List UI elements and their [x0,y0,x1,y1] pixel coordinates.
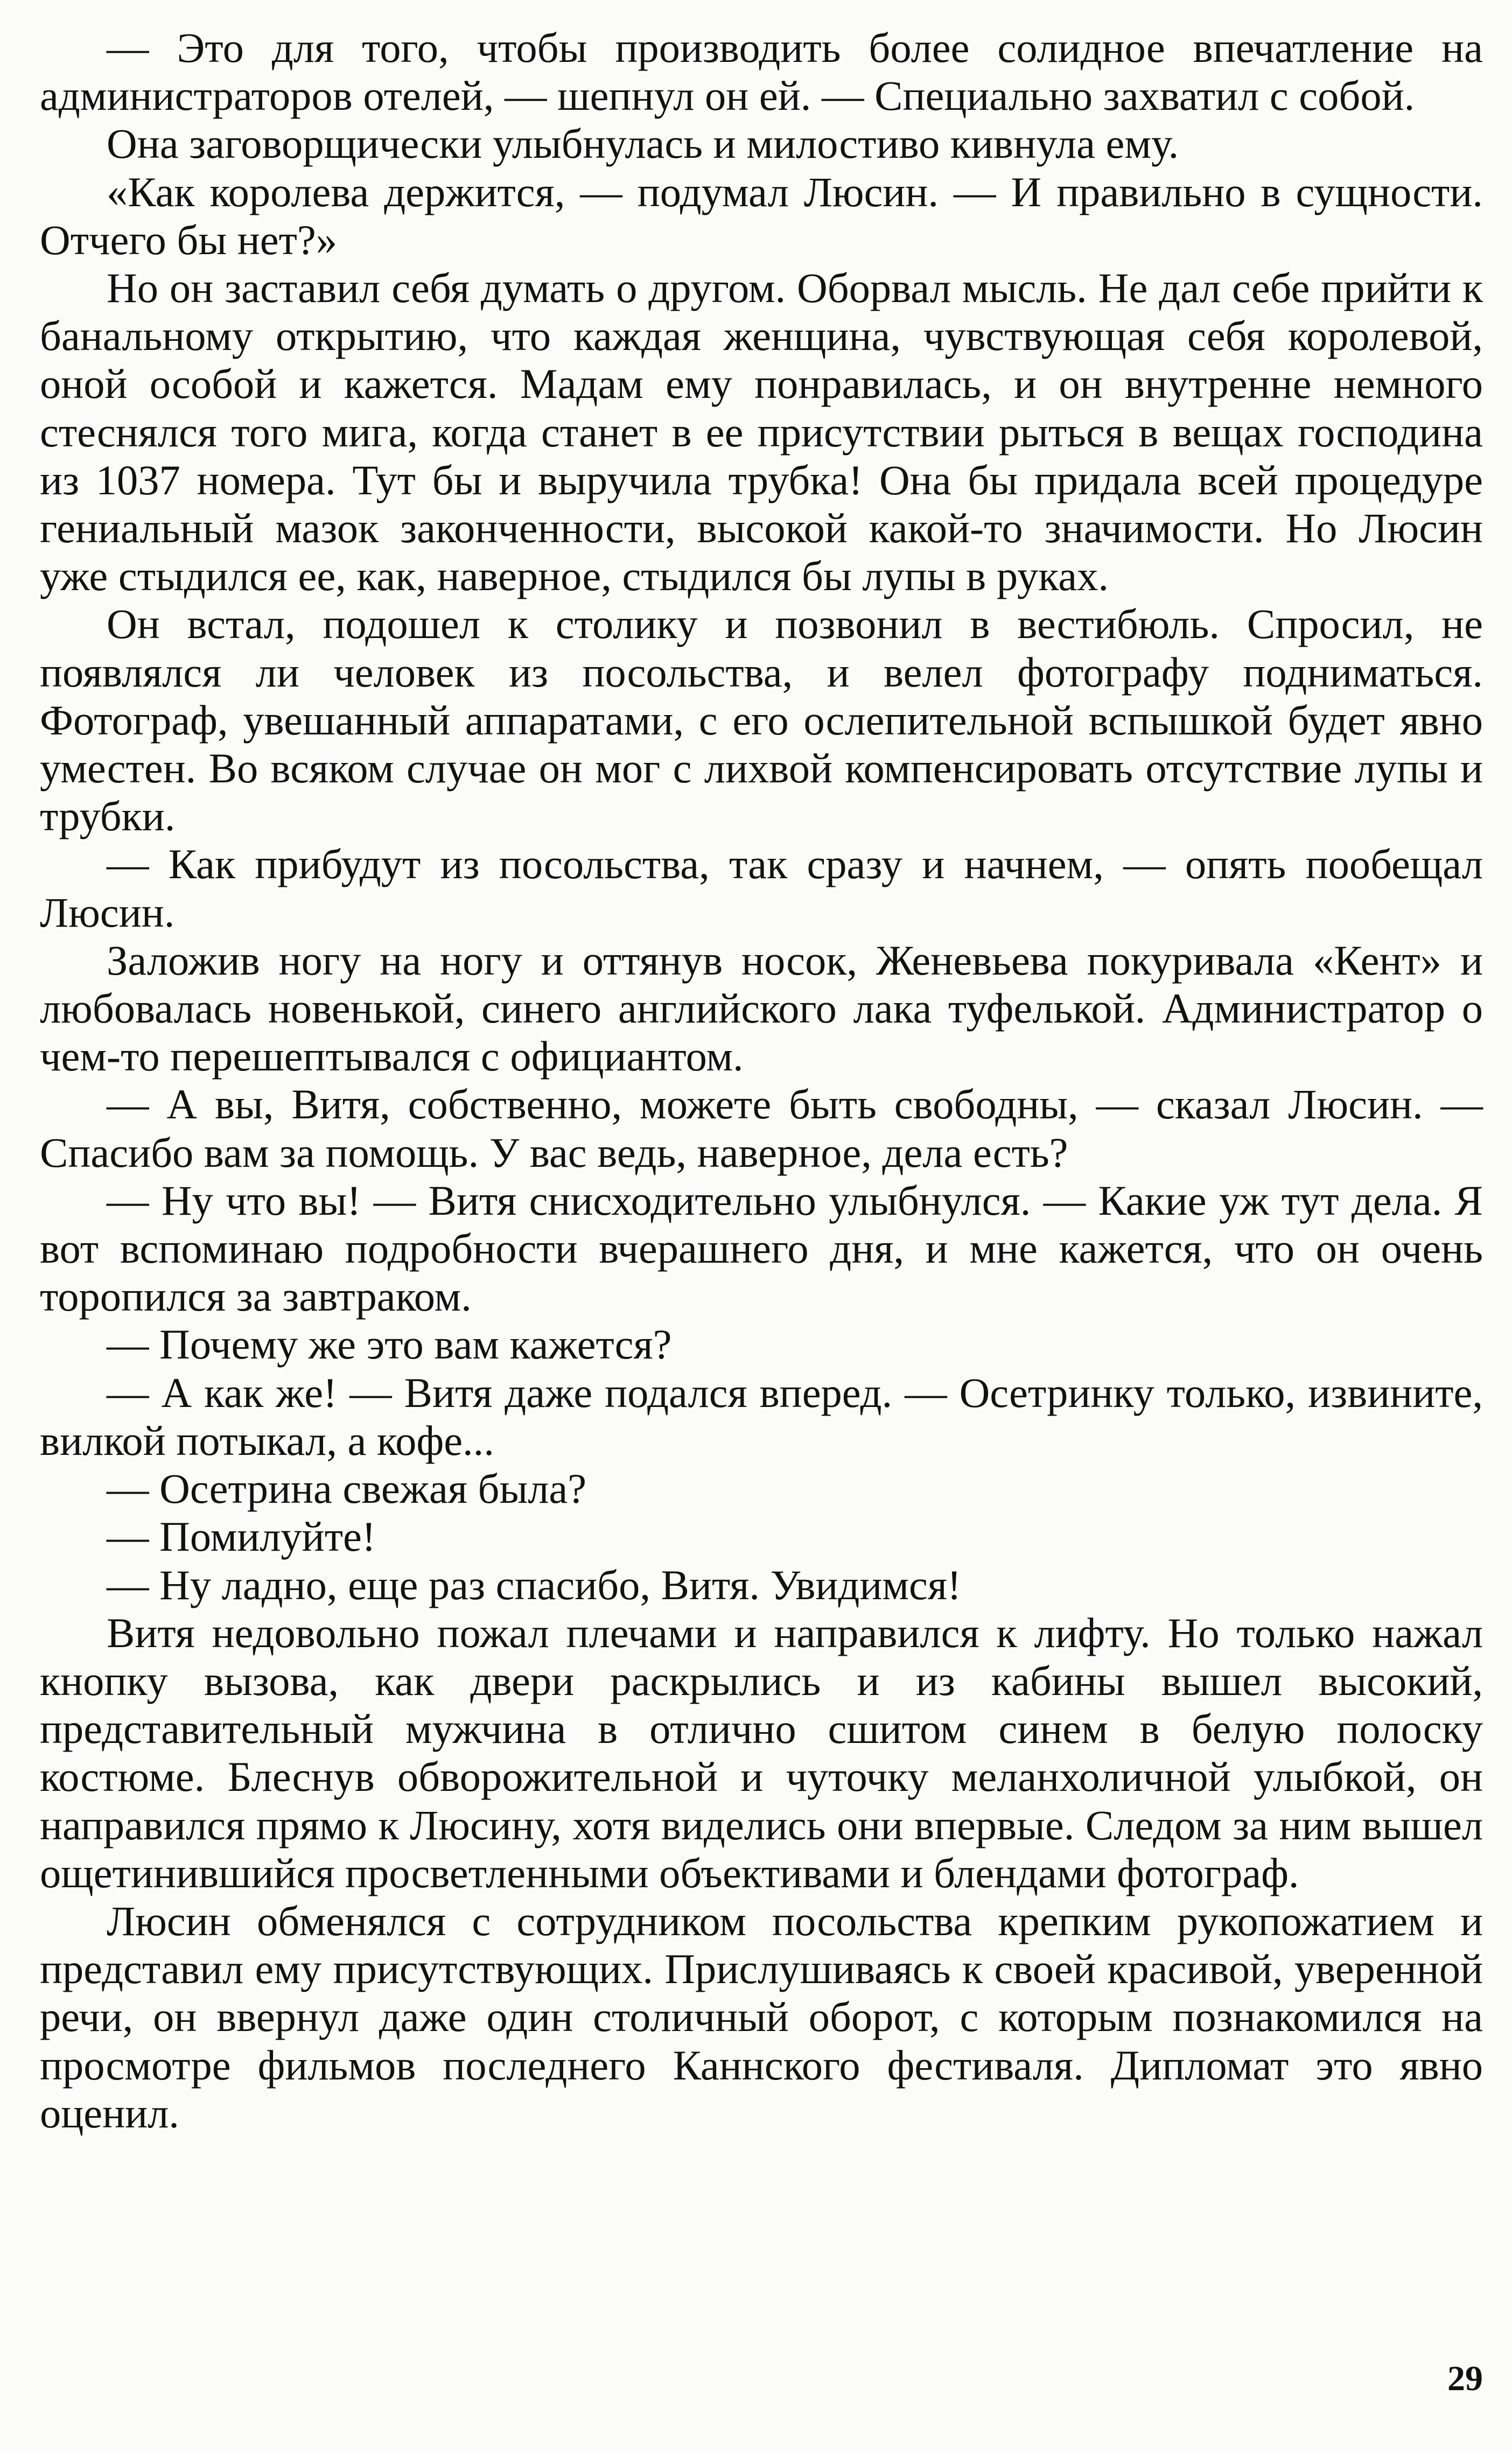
paragraph: — Помилуйте! [107,1513,376,1560]
paragraph: Витя недовольно пожал плечами и направился к лифту. Но только нажал кнопку вызова, как двери раскрылись и из кабины вышел высокий, представительный мужчина в отлично сшитом синем в белую полоску костюме. Блеснув обворожительной и чуточку меланхоличной улыбкой, он направился прямо к Люсину, хотя виделись они впервые. Следом за ним вышел ощетинившийся просветленными объективами и блендами фотограф. [40,1609,1483,1896]
paragraph: Заложив ногу на ногу и оттянув носок, Женевьева покуривала «Кент» и любовалась новенькой, синего английского лака туфелькой. Администратор о чем-то перешептывался с официантом. [40,936,1483,1080]
page-number: 29 [1447,2359,1483,2398]
paragraph: Но он заставил себя думать о другом. Оборвал мысль. Не дал себе прийти к банальному открытию, что каждая женщина, чувствующая себя королевой, оной особой и кажется. Мадам ему понравилась, и он внутренне немного стеснялся того мига, когда станет в ее присутствии рыться в вещах господина из 1037 номера. Тут бы и выручила трубка! Она бы придала всей процедуре гениальный мазок законченности, высокой какой-то значимости. Но Люсин уже стыдился ее, как, наверное, стыдился бы лупы в руках. [40,264,1483,600]
paragraph: Люсин обменялся с сотрудником посольства крепким рукопожатием и представил ему присутствующих. Прислушиваясь к своей красивой, уверенной речи, он ввернул даже один столичный оборот, с которым познакомился на просмотре фильмов последнего Каннского фестиваля. Дипломат это явно оценил. [40,1897,1483,2137]
paragraph: — Это для того, чтобы производить более солидное впечатление на администраторов отелей, — шепнул он ей. — Специально захватил с собой. [40,24,1483,120]
paragraph: — Ну ладно, еще раз спасибо, Витя. Увидимся! [107,1561,962,1608]
paragraph: — А вы, Витя, собственно, можете быть свободны, — сказал Люсин. — Спасибо вам за помощь. У вас ведь, наверное, дела есть? [40,1081,1483,1176]
paragraph: Он встал, подошел к столику и позвонил в вестибюль. Спросил, не появлялся ли человек из посольства, и велел фотографу подниматься. Фотограф, увешанный аппаратами, с его ослепительной вспышкой будет явно уместен. Во всяком случае он мог с лихвой компенсировать отсутствие лупы и трубки. [40,600,1483,840]
paragraph: — А как же! — Витя даже подался вперед. — Осетринку только, извините, вилкой потыкал, а кофе... [40,1369,1483,1464]
paragraph: «Как королева держится, — подумал Люсин. — И правильно в сущности. Отчего бы нет?» [40,168,1483,263]
paragraph: — Осетрина свежая была? [107,1465,587,1512]
paragraph: — Как прибудут из посольства, так сразу и начнем, — опять пообещал Люсин. [40,841,1483,936]
paragraph: Она заговорщически улыбнулась и милостиво кивнула ему. [107,120,1179,167]
paragraph: — Почему же это вам кажется? [107,1321,672,1368]
paragraph: — Ну что вы! — Витя снисходительно улыбнулся. — Какие уж тут дела. Я вот вспоминаю подробности вчерашнего дня, и мне кажется, что он очень торопился за завтраком. [40,1177,1483,1320]
body-text [40,24,1483,2137]
